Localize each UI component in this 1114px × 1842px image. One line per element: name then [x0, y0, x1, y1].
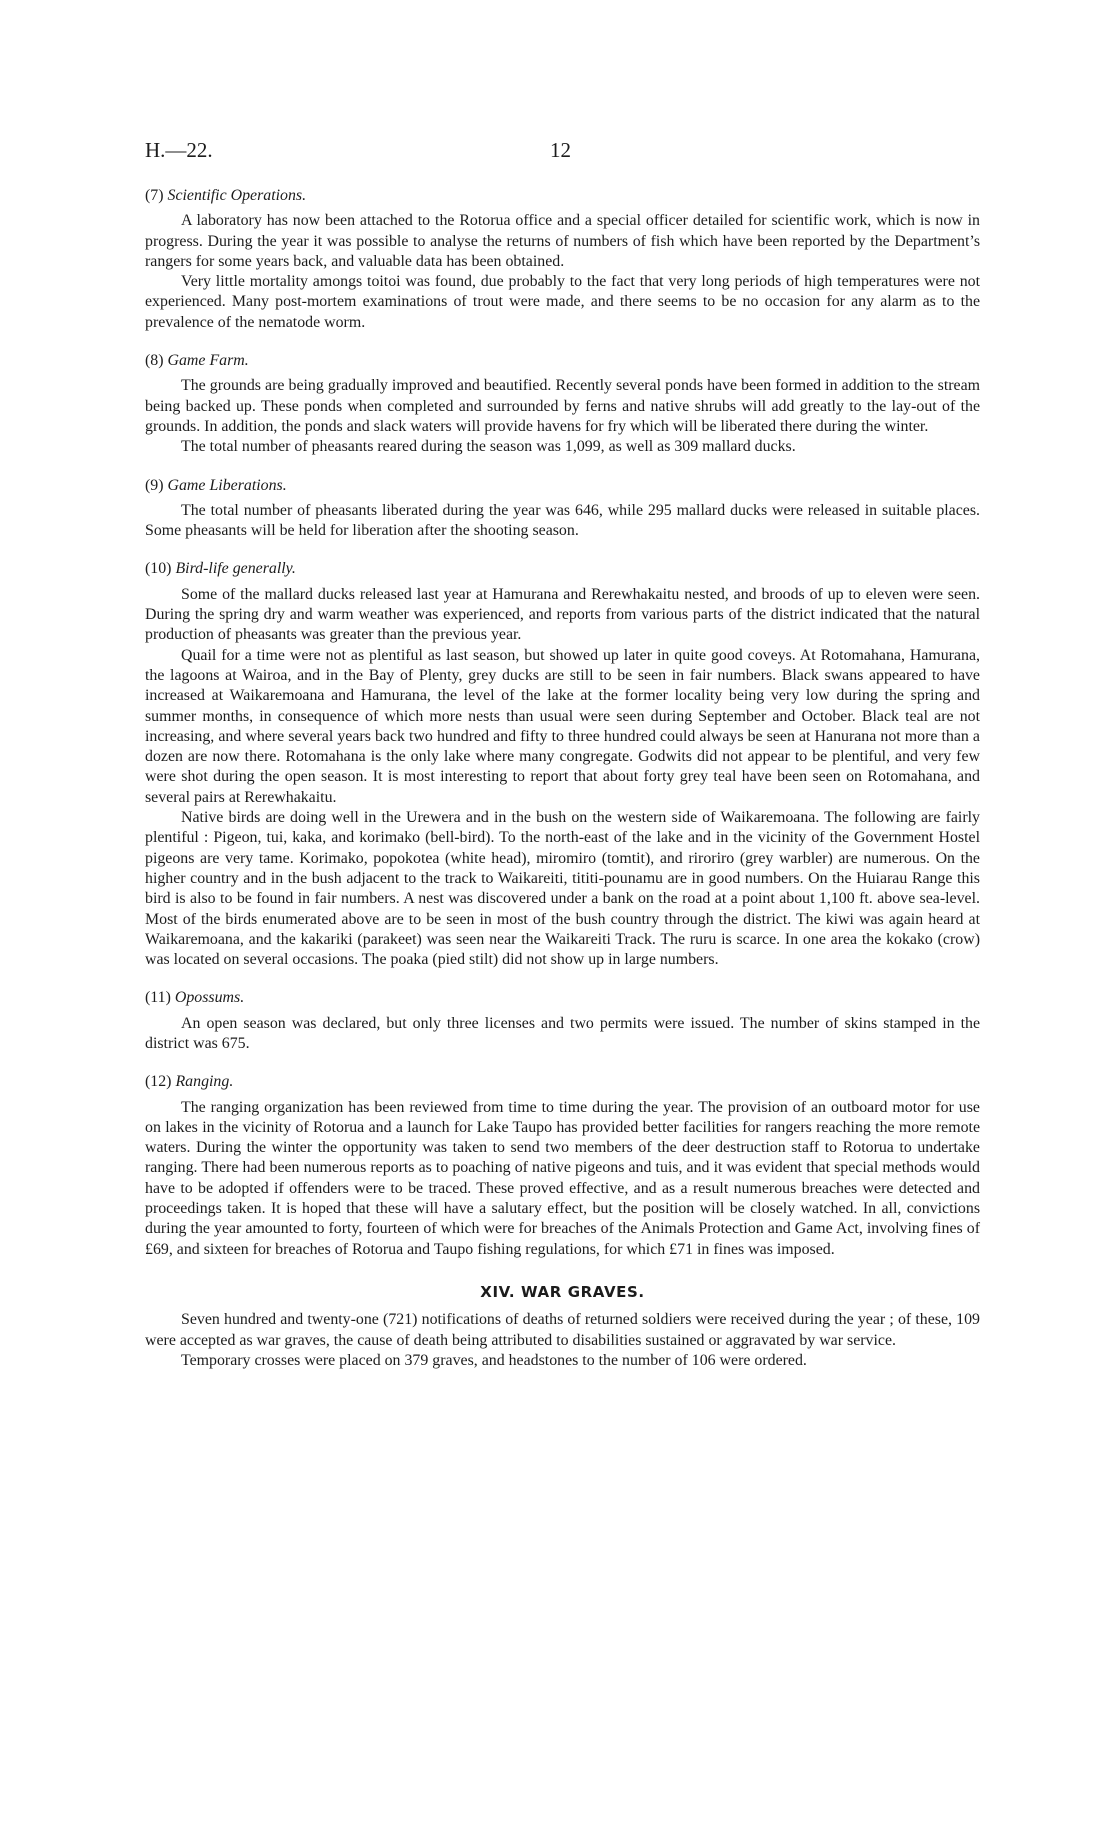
paragraph: Some of the mallard ducks released last year at Hamurana and Rerewhakaitu nested, and broods of up to eleven were seen. During the spring dry and warm weather was experienced, and reports from various parts of the district indicated that the natural production of pheasants was greater than the previous year. — [145, 585, 980, 644]
page-header — [145, 138, 980, 168]
section-title: Ranging. — [175, 1073, 234, 1091]
section-heading — [145, 186, 980, 206]
section-game-farm — [145, 351, 980, 457]
paragraph: Seven hundred and twenty-one (721) notifications of deaths of returned soldiers were received during the year ; of these, 109 were accepted as war graves, the cause of death being attributed to disabilities sustained or aggravated by war service. — [145, 1311, 980, 1349]
section-number: (10) — [145, 560, 172, 578]
section-heading — [145, 559, 980, 579]
paragraph: Native birds are doing well in the Urewera and in the bush on the western side of Waikaremoana. The following are fairly plentiful : Pigeon, tui, kaka, and korimako (bell-bird). To the north-east of the lake and in the vicinity of the Government Hostel pigeons are very tame. Korimako, popokotea (white head), miromiro (tomtit), and riroriro (grey warbler) are numerous. On the higher country and in the bush adjacent to the track to Waikareiti, tititi-pounamu are in good numbers. On the Huiarau Range this bird is also to be found in fair numbers. A nest was discovered under a bank on the road at a point about 1,100 ft. above sea-level. Most of the birds enumerated above are to be seen in most of the bush country through the district. The kiwi was again heard at Waikaremoana, and the kakariki (parakeet) was seen near the Waikareiti Track. The ruru is scarce. In one area the kokako (crow) was located on several occasions. The poaka (pied stilt) did not show up in large numbers. — [145, 809, 980, 969]
document-body — [145, 186, 980, 1371]
section-title: Scientific Operations. — [167, 187, 307, 204]
chapter-heading: XIV. WAR GRAVES. — [480, 1282, 645, 1301]
section-title: Bird-life generally. — [175, 560, 296, 578]
section-title: Game Liberations. — [167, 476, 287, 494]
section-heading — [145, 476, 980, 496]
paragraph: Quail for a time were not as plentiful as last season, but showed up later in quite good coveys. At Rotomahana, Hamurana, the lagoons at Wairoa, and in the Bay of Plenty, grey ducks are still to be seen in fair numbers. Black swans appeared to have increased at Waikaremoana and Hamurana, the level of the lake at the former locality being very low during the spring and summer months, in consequence of which more nests than usual were seen during September and October. Black teal are not increasing, and where several years back two hundred and fifty to three hundred could always be seen at Hanurana not more than a dozen are now there. Rotomahana is the only lake where many congregate. Godwits did not appear to be plentiful, and very few were shot during the open season. It is most interesting to report that about forty grey teal have been seen on Rotomahana, and several pairs at Rerewhakaitu. — [145, 646, 980, 806]
section-game-liberations — [145, 476, 980, 542]
paragraph: An open season was declared, but only three licenses and two permits were issued. The number of skins stamped in the district was 675. — [145, 1014, 980, 1052]
page-number: 12 — [550, 138, 571, 162]
section-scientific-operations — [145, 186, 980, 333]
section-number: (7) — [145, 187, 164, 204]
document-reference: H.—22. — [145, 138, 213, 162]
section-number: (8) — [145, 352, 164, 370]
section-heading — [145, 988, 980, 1008]
section-ranging — [145, 1072, 980, 1260]
paragraph: The grounds are being gradually improved and beautified. Recently several ponds have been formed in addition to the stream being backed up. These ponds when completed and surrounded by ferns and native shrubs will add greatly to the lay-out of the grounds. In addition, the ponds and slack waters will provide havens for fry which will be liberated there during the winter. — [145, 377, 980, 435]
paragraph: Temporary crosses were placed on 379 graves, and headstones to the number of 106 were ordered. — [181, 1351, 807, 1369]
paragraph: Very little mortality amongs toitoi was found, due probably to the fact that very long periods of high temperatures were not experienced. Many post-mortem examinations of trout were made, and there seems to be no occasion for any alarm as to the prevalence of the nematode worm. — [145, 273, 980, 331]
section-heading — [145, 1072, 980, 1092]
section-bird-life — [145, 559, 980, 970]
paragraph: The total number of pheasants reared during the season was 1,099, as well as 309 mallard ducks. — [181, 438, 796, 456]
section-number: (11) — [145, 989, 171, 1007]
section-heading — [145, 351, 980, 371]
paragraph: The total number of pheasants liberated during the year was 646, while 295 mallard ducks were released in suitable places. Some pheasants will be held for liberation after the shooting season. — [145, 501, 980, 540]
section-number: (12) — [145, 1073, 172, 1091]
section-title: Opossums. — [174, 989, 245, 1007]
paragraph: A laboratory has now been attached to the Rotorua office and a special officer detailed for scientific work, which is now in progress. During the year it was possible to analyse the returns of numbers of fish which have been reported by the Department’s rangers for some years back, and valuable data has been obtained. — [145, 212, 980, 270]
section-number: (9) — [145, 476, 164, 494]
section-war-graves — [145, 1282, 980, 1371]
section-opossums — [145, 988, 980, 1054]
section-title: Game Farm. — [167, 352, 249, 370]
paragraph: The ranging organization has been reviewed from time to time during the year. The provision of an outboard motor for use on lakes in the vicinity of Rotorua and a launch for Lake Taupo has provided better facilities for rangers reaching the more remote waters. During the winter the opportunity was taken to send two members of the deer destruction staff to Rotorua to undertake ranging. There had been numerous reports as to poaching of native pigeons and tuis, and it was evident that special methods would have to be adopted if offenders were to be traced. These proved effective, and as a result numerous breaches were detected and proceedings taken. It is hoped that these will have a salutary effect, but the position will be closely watched. In all, convictions during the year amounted to forty, fourteen of which were for breaches of the Animals Protection and Game Act, involving fines of £69, and sixteen for breaches of Rotorua and Taupo fishing regulations, for which £71 in fines was imposed. — [145, 1098, 980, 1258]
